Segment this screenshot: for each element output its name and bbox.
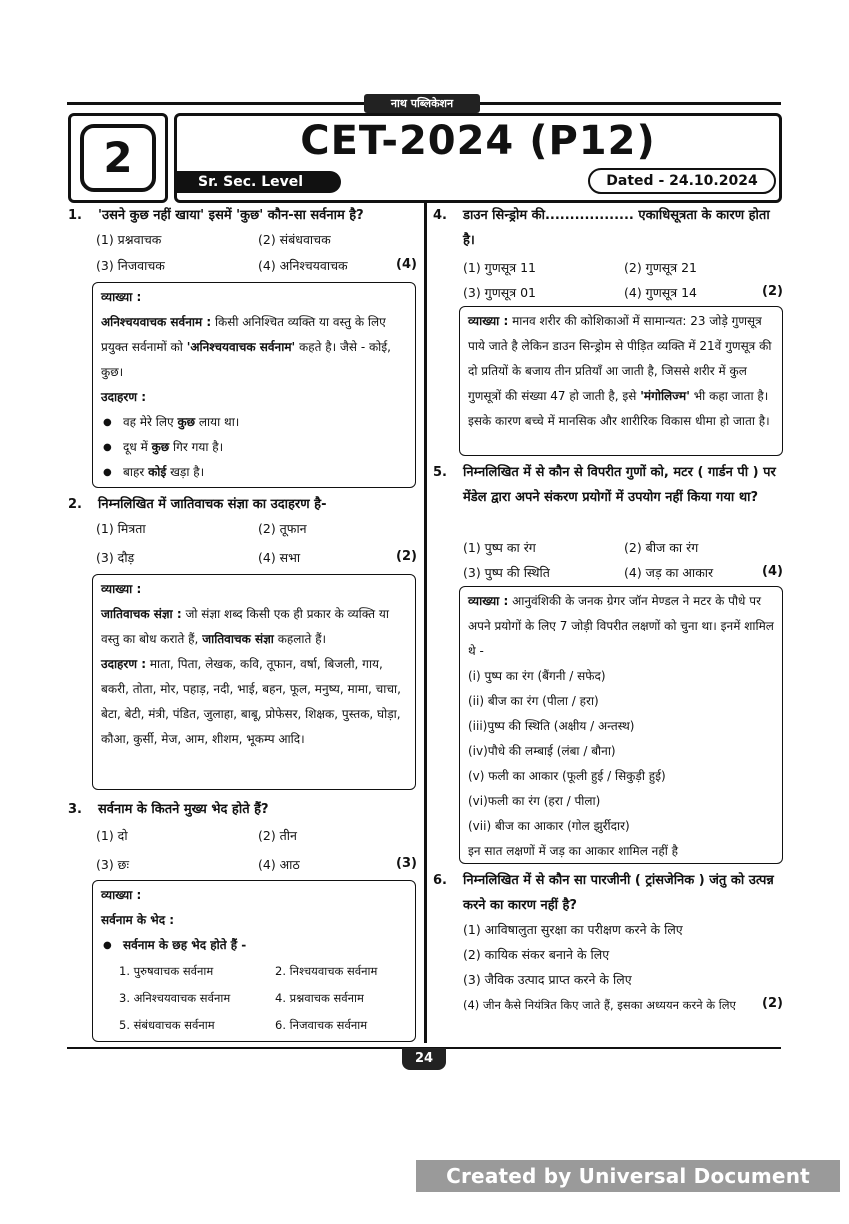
explanation-label: व्याख्या : [468, 314, 509, 328]
dated-badge: Dated - 24.10.2024 [588, 168, 776, 194]
option-2: (2) संबंधवाचक [258, 232, 331, 247]
answer-key: (2) [762, 996, 783, 1011]
option-3: (3) दौड़ [96, 550, 135, 565]
option-4: (4) अनिश्चयवाचक [258, 258, 348, 273]
option-1: (1) गुणसूत्र 11 [463, 260, 536, 275]
question-1 [68, 203, 418, 228]
explanation-body [101, 602, 407, 652]
list-item: (i) पुष्प का रंग (बैंगनी / सफेद) [468, 669, 606, 683]
option-3: (3) जैविक उत्पाद प्राप्त करने के लिए [463, 972, 632, 987]
explanation-text: आनुवंशिकी के जनक ग्रेगर जॉन मेण्डल ने मटर के पौधे पर अपने प्रयोगों के लिए 7 जोड़ी विपरीत लक्षणों को चुना था। इनमें शामिल थे - [468, 594, 774, 658]
explanation-label: व्याख्या : [468, 594, 509, 608]
list-item: 4. प्रश्नवाचक सर्वनाम [275, 991, 364, 1005]
question-number: 2. [68, 497, 82, 512]
list-item: ● दूध में कुछ गिर गया है। [101, 435, 407, 460]
question-text: निम्नलिखित में जातिवाचक संज्ञा का उदाहरण है- [98, 497, 327, 512]
explanation-text: मानव शरीर की कोशिकाओं में सामान्यत: 23 जोड़े गुणसूत्र पाये जाते है लेकिन डाउन सिन्ड्रोम से पीड़ित व्यक्ति में 21वें गुणसूत्र की दो प्रतियों के बजाय तीन प्रतियाँ आ जाती है, जिससे शरीर में कुल गुणसूत्रों की संख्या 47 हो जाती है, इसे [468, 314, 772, 403]
question-text: डाउन सिन्ड्रोम की.................. एकाधिसूत्रता के कारण होता है। [463, 208, 770, 248]
option-1: (1) आविषालुता सुरक्षा का परीक्षण करने के लिए [463, 922, 683, 937]
answer-key: (4) [396, 257, 417, 272]
question-3 [68, 797, 418, 822]
definition-text-end: कहलाते हैं। [277, 632, 327, 646]
term: अनिश्चयवाचक सर्वनाम : [101, 315, 212, 329]
term-emphasis: 'अनिश्चयवाचक सर्वनाम' [186, 340, 296, 354]
answer-key: (2) [396, 549, 417, 564]
list-item: 6. निजवाचक सर्वनाम [275, 1018, 368, 1032]
definition-text: किसी अनिश्चित व्यक्ति या वस्तु के लिए प्रयुक्त सर्वनामों को [101, 315, 386, 354]
term-emphasis: 'मंगोलिज्म' [640, 389, 690, 403]
term-emphasis: जातिवाचक संज्ञा [202, 632, 274, 646]
option-1: (1) पुष्प का रंग [463, 540, 536, 555]
option-4: (4) आठ [258, 857, 300, 872]
answer-key: (4) [762, 564, 783, 579]
option-3: (3) गुणसूत्र 01 [463, 285, 536, 300]
closing-note: इन सात लक्षणों में जड़ का आकार शामिल नहीं है [468, 844, 678, 858]
option-1: (1) मित्रता [96, 521, 146, 536]
question-5 [433, 460, 783, 510]
explanation-text-end: भी कहा जाता है। इसके कारण बच्चे में मानसिक और शारीरिक विकास धीमा हो जाता है। [468, 389, 770, 428]
pronoun-types-grid [101, 958, 407, 1039]
question-number: 5. [433, 465, 447, 480]
paper-number: 2 [80, 124, 156, 192]
list-item: ● सर्वनाम के छह भेद होते हैं - [101, 933, 407, 958]
explanation-box [92, 574, 416, 790]
trait-list [468, 664, 774, 839]
list-item: (iii)पुष्प की स्थिति (अक्षीय / अन्तस्थ) [468, 719, 635, 733]
option-1: (1) दो [96, 828, 128, 843]
list-item: 1. पुरुषवाचक सर्वनाम [119, 964, 214, 978]
publisher-label: नाथ पब्लिकेशन [364, 94, 480, 113]
explanation-body [468, 589, 774, 664]
explanation-body [468, 309, 774, 434]
question-text: 'उसने कुछ नहीं खाया' इसमें 'कुछ' कौन-सा सर्वनाम है? [98, 208, 364, 223]
explanation-box [459, 586, 783, 864]
option-3: (3) छः [96, 857, 129, 872]
example-label: उदाहरण : [101, 390, 146, 404]
explanation-label: व्याख्या : [101, 290, 142, 304]
list-item: (vi)फली का रंग (हरा / पीला) [468, 794, 601, 808]
list-item: 3. अनिश्चयवाचक सर्वनाम [119, 991, 231, 1005]
list-item: (iv)पौधे की लम्बाई (लंबा / बौना) [468, 744, 616, 758]
list-item: (vii) बीज का आकार (गोल झुर्रीदार) [468, 819, 630, 833]
option-2: (2) गुणसूत्र 21 [624, 260, 697, 275]
explanation-box [92, 880, 416, 1042]
option-3: (3) निजवाचक [96, 258, 165, 273]
list-item: 2. निश्चयवाचक सर्वनाम [275, 964, 378, 978]
option-4: (4) सभा [258, 550, 301, 565]
question-4 [433, 203, 783, 253]
question-text: निम्नलिखित में से कौन से विपरीत गुणों को, मटर ( गार्डन पी ) पर मेंडेल द्वारा अपने संकरण प्रयोगों में उपयोग नहीं किया गया था? [463, 465, 776, 505]
question-number: 6. [433, 873, 447, 888]
question-number: 1. [68, 208, 82, 223]
explanation-label: व्याख्या : [101, 582, 142, 596]
definition-text: जो संज्ञा शब्द किसी एक ही प्रकार के व्यक्ति या वस्तु का बोध कराते हैं, [101, 607, 389, 646]
subheading: सर्वनाम के भेद : [101, 913, 175, 927]
question-number: 4. [433, 208, 447, 223]
example-text: माता, पिता, लेखक, कवि, तूफान, वर्षा, बिजली, गाय, बकरी, तोता, मोर, पहाड़, नदी, भाई, बहन, फूल, मनुष्य, मामा, चाचा, बेटा, बेटी, मंत्री, पंडित, जुलाहा, बाबू, प्रोफेसर, शिक्षक, पुस्तक, घोड़ा, कौआ, कुर्सी, मेज, आम, शीशम, भूकम्प आदि। [101, 657, 401, 746]
column-divider [424, 203, 427, 1043]
option-2: (2) तीन [258, 828, 297, 843]
option-2: (2) तूफान [258, 521, 307, 536]
list-item: ● वह मेरे लिए कुछ लाया था। [101, 410, 407, 435]
explanation-label: व्याख्या : [101, 888, 142, 902]
definition-text-end: कहते है। जैसे - कोई, कुछ। [101, 340, 391, 379]
question-text: सर्वनाम के कितने मुख्य भेद होते हैं? [98, 802, 269, 817]
question-2 [68, 492, 418, 517]
option-4: (4) जीन कैसे नियंत्रित किए जाते हैं, इसका अध्ययन करने के लिए [463, 998, 736, 1012]
option-2: (2) कायिक संकर बनाने के लिए [463, 947, 610, 962]
list-item: (ii) बीज का रंग (पीला / हरा) [468, 694, 599, 708]
answer-key: (3) [396, 856, 417, 871]
explanation-box [459, 306, 783, 456]
option-2: (2) बीज का रंग [624, 540, 699, 555]
list-item: 5. संबंधवाचक सर्वनाम [119, 1018, 215, 1032]
page-number: 24 [402, 1048, 446, 1070]
list-item: ● बाहर कोई खड़ा है। [101, 460, 407, 485]
list-item: (v) फली का आकार (फूली हुई / सिकुड़ी हुई) [468, 769, 666, 783]
option-4: (4) गुणसूत्र 14 [624, 285, 697, 300]
question-6 [433, 868, 783, 918]
option-4: (4) जड़ का आकार [624, 565, 714, 580]
example-list [101, 410, 407, 485]
converter-watermark: Created by Universal Document Converter [416, 1160, 840, 1192]
question-text: निम्नलिखित में से कौन सा पारजीनी ( ट्रांसजेनिक ) जंतु को उत्पन्न करने का कारण नहीं है? [463, 873, 774, 913]
explanation-box [92, 282, 416, 488]
level-badge: Sr. Sec. Level [176, 171, 341, 193]
term: जातिवाचक संज्ञा : [101, 607, 182, 621]
explanation-body [101, 310, 407, 385]
example-block [101, 652, 407, 752]
option-1: (1) प्रश्नवाचक [96, 232, 162, 247]
example-label: उदाहरण : [101, 657, 146, 671]
option-3: (3) पुष्प की स्थिति [463, 565, 550, 580]
answer-key: (2) [762, 284, 783, 299]
exam-title: CET-2024 (P12) [300, 118, 656, 164]
bullet-list [101, 933, 407, 958]
question-number: 3. [68, 802, 82, 817]
